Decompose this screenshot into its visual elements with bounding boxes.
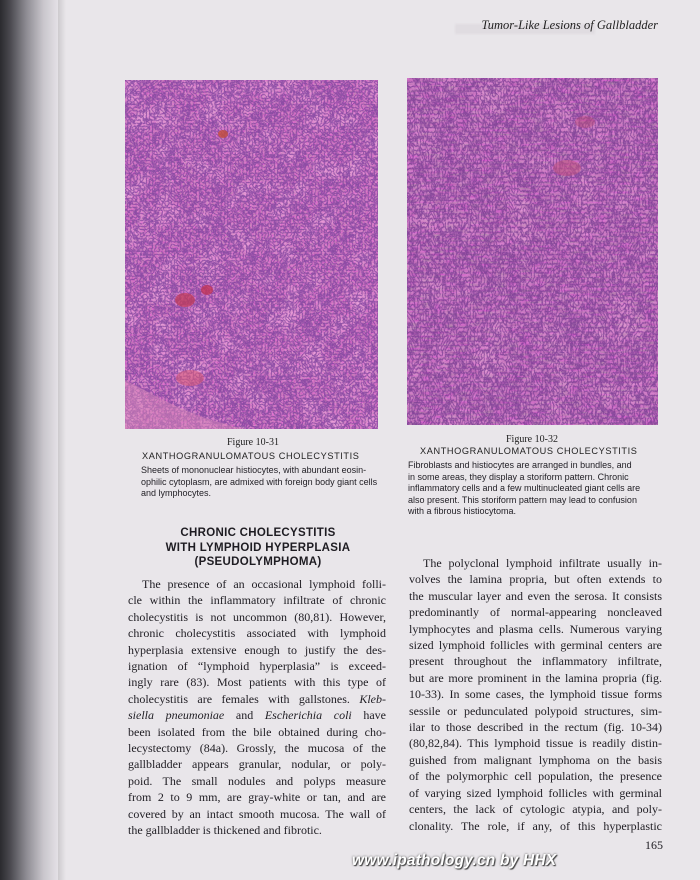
micrograph-image-left <box>125 80 378 429</box>
text-line: of the polymorphic cell population, the presence <box>409 769 662 784</box>
page-gutter-shadow <box>58 0 66 880</box>
text-line: from 2 to 9 mm, are gray-white or tan, and are <box>128 790 386 805</box>
text-line: of varying sized lymphoid follicles with germinal <box>409 785 662 800</box>
text-line: hyperplasia extensive enough to justify the des- <box>128 642 386 657</box>
micrograph-image-right <box>407 78 658 425</box>
text-line: cle within the inflammatory infiltrate of chronic <box>128 593 386 608</box>
text-line: present throughout the inflammatory infiltrate, <box>409 654 662 669</box>
figure-number: Figure 10-32 <box>506 434 558 445</box>
text-line: guished from malignant lymphoma on the basis <box>409 752 662 767</box>
text-line: The polyclonal lymphoid infiltrate usually in- <box>423 556 662 570</box>
caption-line: ophilic cytoplasm, are admixed with foreign body giant cells <box>141 476 378 487</box>
text-line: predominantly of normal-appearing noncleaved <box>409 605 662 620</box>
text-line: lecystectomy (84a). Grossly, the mucosa of the <box>128 741 386 756</box>
text-line: 10-33). In some cases, the lymphoid tissue forms <box>409 687 662 702</box>
figure-title: XANTHOGRANULOMATOUS CHOLECYSTITIS <box>420 446 638 456</box>
figure-caption <box>141 465 381 500</box>
text-line: centers, the lack of cytologic atypia, and poly- <box>409 802 662 817</box>
figure-caption <box>408 460 660 518</box>
page-number: 165 <box>645 838 663 852</box>
text-line: gallbladder appears granular, nodular, or poly- <box>128 757 386 772</box>
figure-10-32-micrograph <box>407 78 658 425</box>
text-line: been isolated from the bile obtained during cho- <box>128 724 386 739</box>
caption-line: inflammatory cells and a few multinucleated giant cells are <box>408 483 641 493</box>
text-line: ingly rare (83). Most patients with this type of <box>128 675 386 690</box>
caption-line: Sheets of mononuclear histiocytes, with abundant eosin- <box>141 465 367 475</box>
text-line: clonality. The role, if any, of this hyperplastic <box>409 818 662 833</box>
text-line: cholecystitis is not uncommon (80,81). However, <box>128 609 386 624</box>
text-line: lymphocytes and plasma cells. Numerous varying <box>409 621 662 636</box>
heading-line: CHRONIC CHOLECYSTITIS <box>180 527 336 539</box>
figure-number: Figure 10-31 <box>227 437 279 448</box>
caption-line: also present. This storiform pattern may lead to confusion <box>408 494 637 505</box>
caption-line: with a fibrous histiocytoma. <box>408 506 517 516</box>
heading-line: (PSEUDOLYMPHOMA) <box>194 556 322 568</box>
text-line: cholecystitis are females with gallstones. Kleb- <box>128 691 386 706</box>
caption-line: and lymphocytes. <box>141 488 212 498</box>
figure-title: XANTHOGRANULOMATOUS CHOLECYSTITIS <box>142 451 360 461</box>
text-line: ignation of “lymphoid hyperplasia” is exceed- <box>128 659 386 674</box>
caption-line: Fibroblasts and histiocytes are arranged in bundles, and <box>408 460 632 470</box>
caption-line: in some areas, they display a storiform pattern. Chronic <box>408 471 629 482</box>
running-head: Tumor-Like Lesions of Gallbladder <box>481 18 658 32</box>
book-binding-shadow <box>0 0 58 880</box>
text-line: the muscular layer and even the serosa. It consists <box>409 588 662 603</box>
text-line: ilar to those described in the rectum (fig. 10-34) <box>409 720 662 735</box>
text-line: the gallbladder is thickened and fibrotic. <box>128 823 322 838</box>
text-line: sized lymphoid follicles with germinal centers are <box>409 638 662 653</box>
text-line: but are more prominent in the lamina propria (fig. <box>409 670 662 685</box>
watermark: www.ipathology.cn by HHX <box>352 852 557 869</box>
text-line: chronic cholecystitis associated with lymphoid <box>128 626 386 641</box>
text-line: The presence of an occasional lymphoid folli- <box>142 577 386 591</box>
body-text-left-column <box>128 576 386 839</box>
text-line: covered by an intact smooth mucosa. The wall of <box>128 806 386 821</box>
text-line: (80,82,84). This lymphoid tissue is readily distin- <box>409 736 662 751</box>
figure-10-31-micrograph <box>125 80 378 429</box>
text-line: poid. The small nodules and polyps measure <box>128 773 386 788</box>
section-heading <box>128 526 388 570</box>
body-text-right-column <box>409 555 662 834</box>
text-line: sessile or pedunculated polypoid structures, sim- <box>409 703 662 718</box>
heading-line: WITH LYMPHOID HYPERPLASIA <box>165 541 351 554</box>
text-line: siella pneumoniae and Escherichia coli have <box>128 708 386 723</box>
text-line: volves the lamina propria, but often extends to <box>409 572 662 587</box>
